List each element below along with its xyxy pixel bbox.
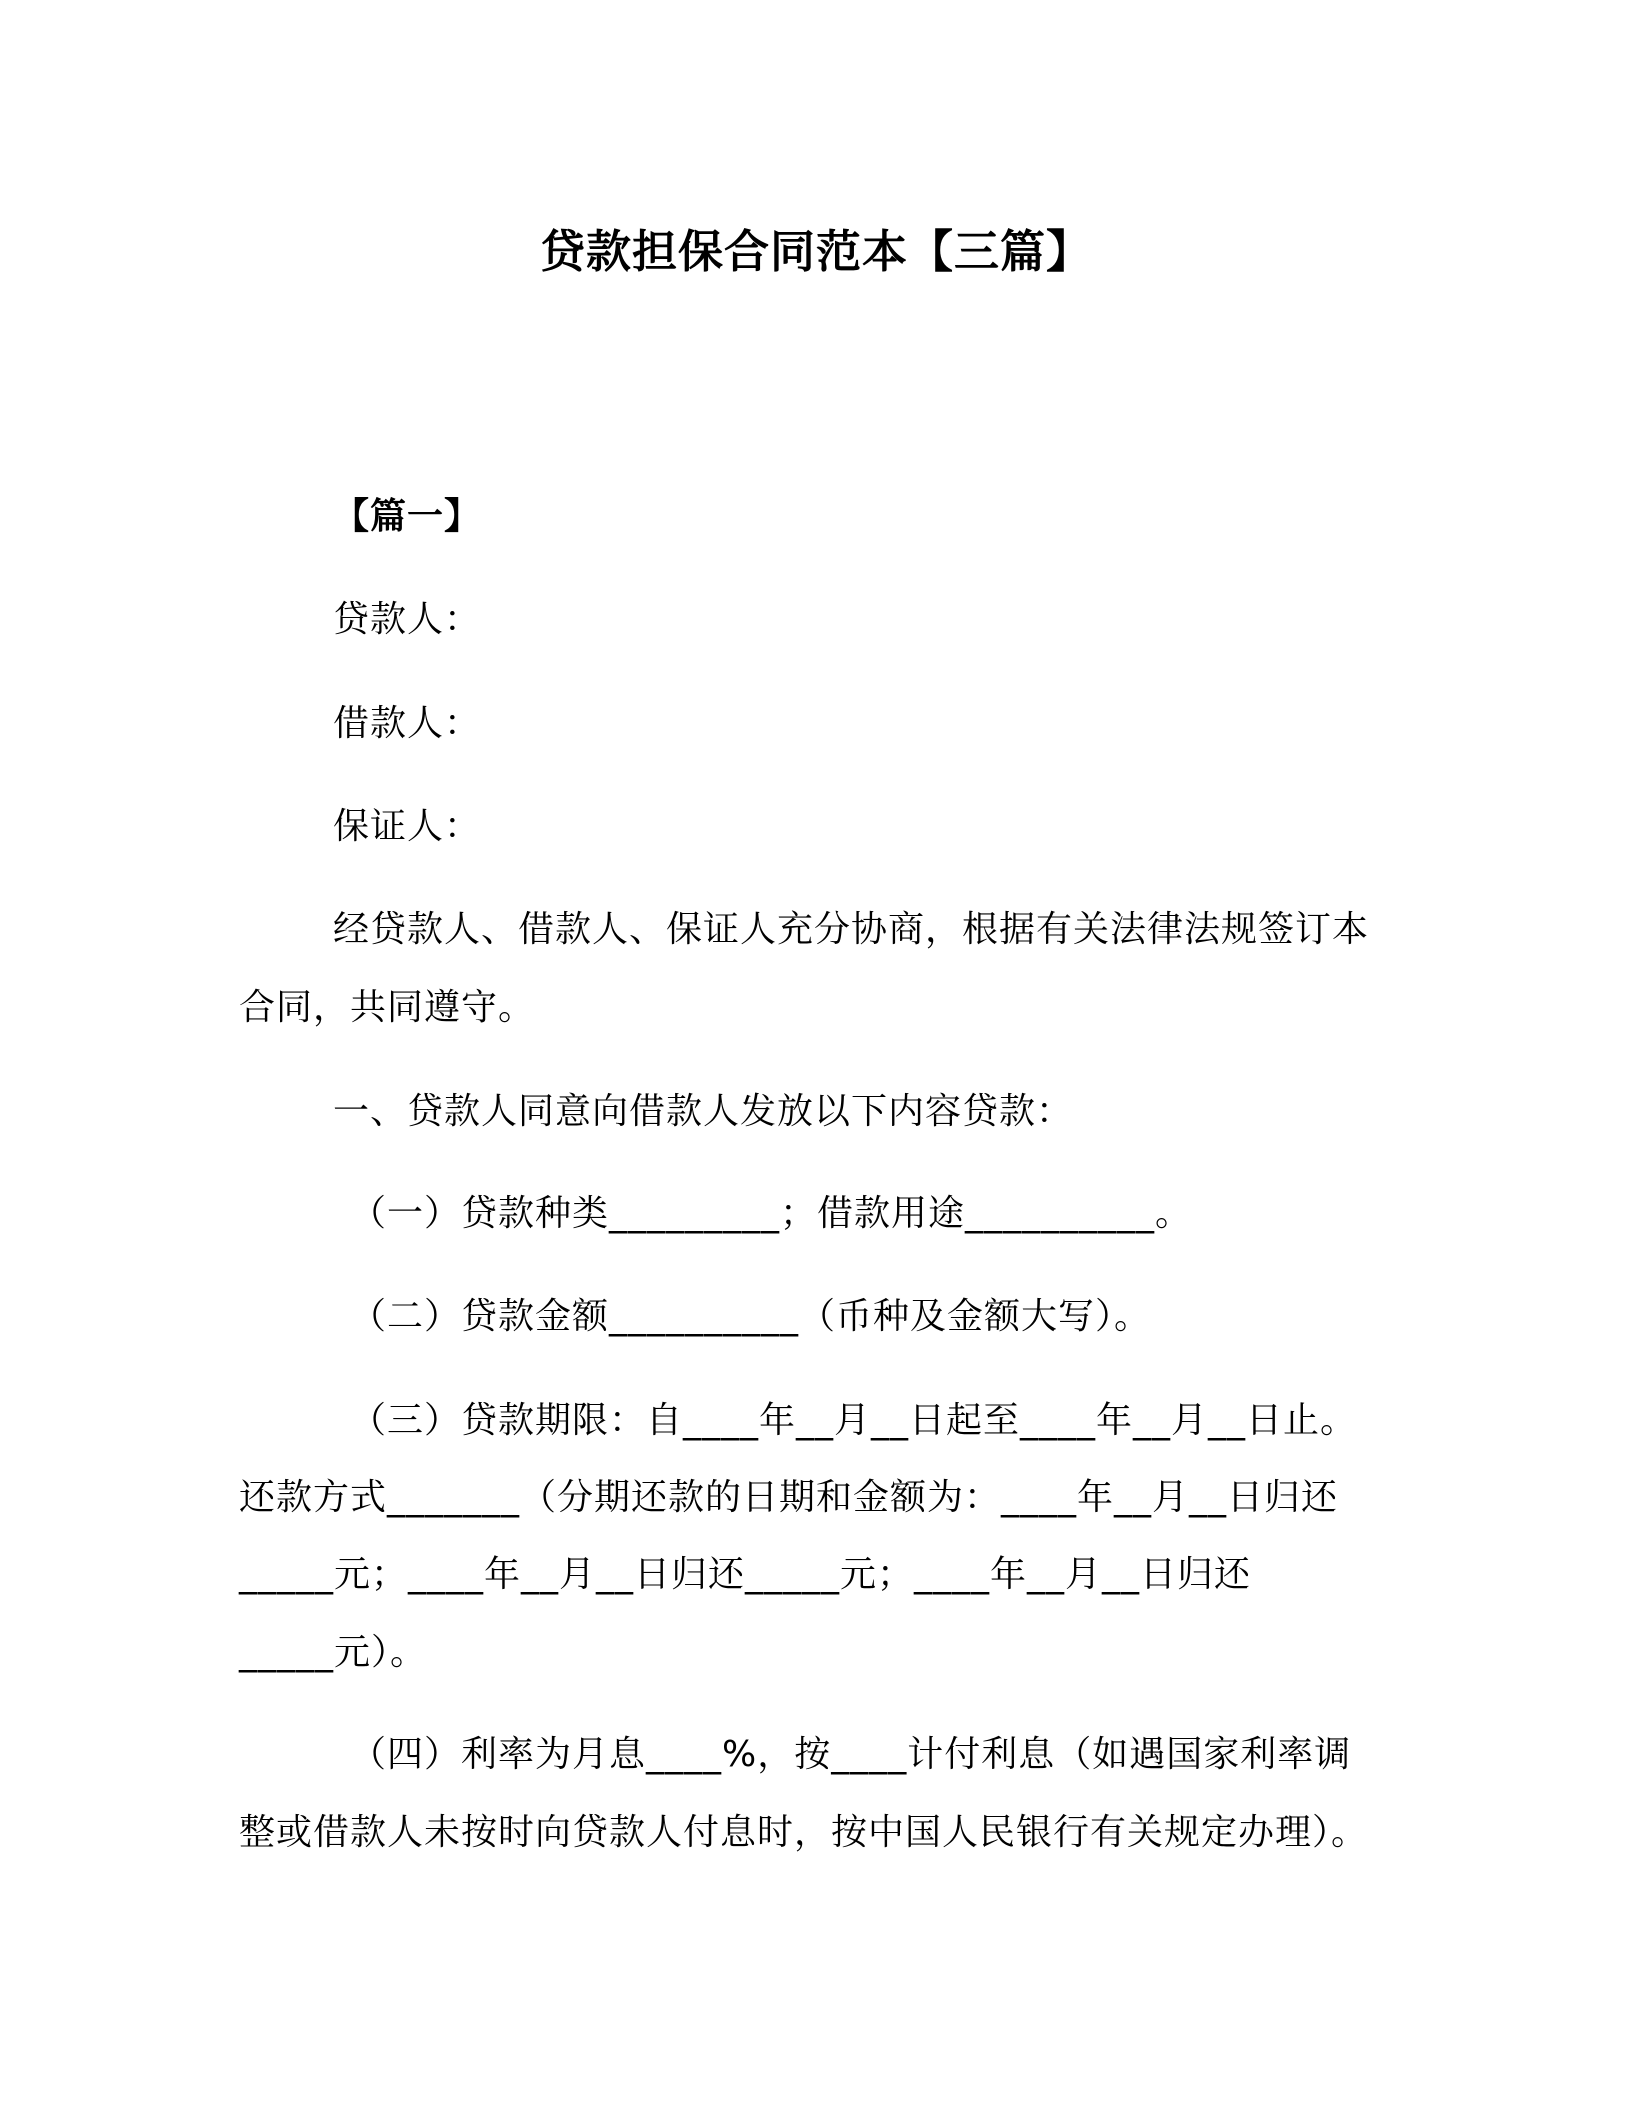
preamble-line-1: 经贷款人、借款人、保证人充分协商，根据有关法律法规签订本 [333, 909, 1370, 950]
item-3-line-2: 还款方式_______（分期还款的日期和金额为：____年__月__日归还 [239, 1477, 1339, 1518]
preamble-line-2: 合同，共同遵守。 [239, 987, 536, 1028]
lender-label: 贷款人： [333, 599, 482, 640]
clause-1-heading: 一、贷款人同意向借款人发放以下内容贷款： [333, 1091, 1074, 1132]
item-1-loan-type: （一）贷款种类_________；借款用途__________。 [350, 1193, 1193, 1234]
document-title: 贷款担保合同范本【三篇】 [539, 225, 1092, 278]
item-3-line-1: （三）贷款期限：自____年__月__日起至____年__月__日止。 [350, 1400, 1358, 1441]
item-2-loan-amount: （二）贷款金额__________（币种及金额大写）。 [350, 1296, 1152, 1337]
item-3-line-4: _____元）。 [239, 1632, 428, 1673]
guarantor-label: 保证人： [333, 806, 482, 847]
borrower-label: 借款人： [333, 703, 482, 744]
section-heading: 【篇一】 [333, 496, 482, 537]
item-3-line-3: _____元；____年__月__日归还_____元；____年__月__日归还 [239, 1554, 1252, 1595]
item-4-line-1: （四）利率为月息____%，按____计付利息（如遇国家利率调 [350, 1734, 1352, 1775]
item-4-line-2: 整或借款人未按时向贷款人付息时，按中国人民银行有关规定办理）。 [239, 1812, 1369, 1853]
